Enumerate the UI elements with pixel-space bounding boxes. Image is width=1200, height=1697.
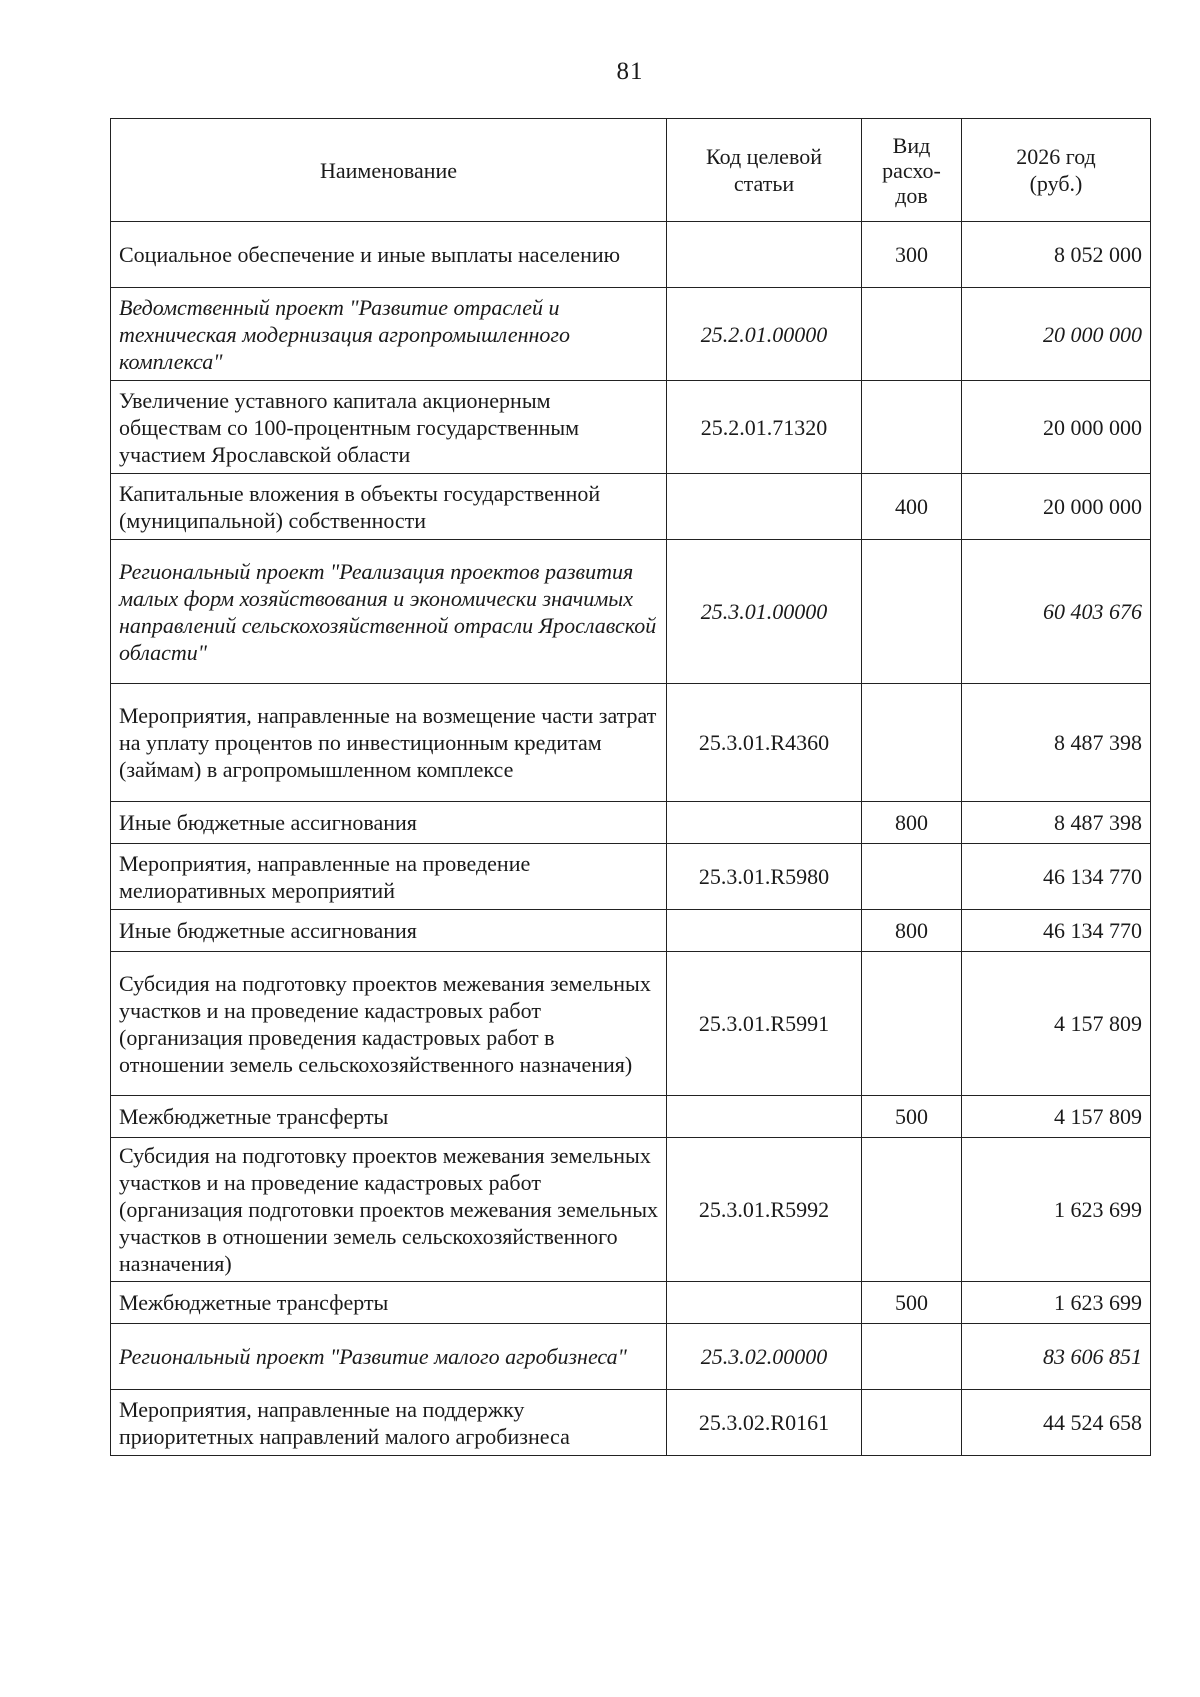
row-code-cell (667, 1282, 862, 1324)
row-vid-cell (862, 288, 962, 381)
row-name-cell: Региональный проект "Реализация проектов развития малых форм хозяйствования и экономически значимых направлений сельскохозяйственной отрасли Ярославской области" (111, 540, 667, 684)
row-code-cell: 25.2.01.00000 (667, 288, 862, 381)
row-code-cell (667, 802, 862, 844)
row-vid-cell (862, 844, 962, 910)
header-code-line1: Код целевой (706, 144, 822, 169)
row-sum-cell: 46 134 770 (962, 844, 1151, 910)
table-row (111, 802, 1151, 844)
row-name-cell: Мероприятия, направленные на возмещение части затрат на уплату процентов по инвестиционным кредитам (займам) в агропромышленном комплексе (111, 684, 667, 802)
row-sum-cell: 20 000 000 (962, 381, 1151, 474)
row-sum-cell: 4 157 809 (962, 952, 1151, 1096)
table-row (111, 474, 1151, 540)
row-code-cell (667, 1096, 862, 1138)
header-code-line2: статьи (733, 171, 795, 196)
row-sum-cell: 20 000 000 (962, 288, 1151, 381)
row-sum-cell: 8 487 398 (962, 684, 1151, 802)
header-code (667, 119, 862, 222)
table-row (111, 222, 1151, 288)
header-sum (962, 119, 1151, 222)
table-row (111, 1096, 1151, 1138)
row-name-cell: Иные бюджетные ассигнования (111, 910, 667, 952)
row-vid-cell: 800 (862, 802, 962, 844)
row-sum-cell: 1 623 699 (962, 1282, 1151, 1324)
row-name-cell: Ведомственный проект "Развитие отраслей и техническая модернизация агропромышленного комплекса" (111, 288, 667, 381)
row-name-cell: Капитальные вложения в объекты государственной (муниципальной) собственности (111, 474, 667, 540)
row-vid-cell: 500 (862, 1282, 962, 1324)
row-vid-cell (862, 684, 962, 802)
row-name-cell: Региональный проект "Развитие малого агробизнеса" (111, 1324, 667, 1390)
row-sum-cell: 4 157 809 (962, 1096, 1151, 1138)
row-code-cell: 25.3.02.R0161 (667, 1390, 862, 1456)
row-code-cell (667, 222, 862, 288)
table-row (111, 844, 1151, 910)
row-code-cell: 25.3.01.R4360 (667, 684, 862, 802)
row-code-cell: 25.2.01.71320 (667, 381, 862, 474)
row-sum-cell: 83 606 851 (962, 1324, 1151, 1390)
header-vid-line3: дов (895, 182, 928, 208)
row-code-cell: 25.3.01.R5980 (667, 844, 862, 910)
table-row (111, 1324, 1151, 1390)
header-vid (862, 119, 962, 222)
row-code-cell: 25.3.01.00000 (667, 540, 862, 684)
row-sum-cell: 46 134 770 (962, 910, 1151, 952)
row-name-cell: Субсидия на подготовку проектов межевания земельных участков и на проведение кадастровых работ (организация проведения кадастровых работ в отношении земель сельскохозяйственного назначения) (111, 952, 667, 1096)
table-row (111, 1390, 1151, 1456)
row-sum-cell: 44 524 658 (962, 1390, 1151, 1456)
header-vid-line2: расхо- (882, 157, 941, 183)
row-sum-cell: 8 052 000 (962, 222, 1151, 288)
table-row (111, 1138, 1151, 1282)
row-vid-cell (862, 1138, 962, 1282)
row-code-cell: 25.3.01.R5992 (667, 1138, 862, 1282)
row-sum-cell: 60 403 676 (962, 540, 1151, 684)
row-code-cell: 25.3.01.R5991 (667, 952, 862, 1096)
row-vid-cell: 500 (862, 1096, 962, 1138)
header-sum-line2: (руб.) (1029, 171, 1083, 196)
row-name-cell: Межбюджетные трансферты (111, 1096, 667, 1138)
row-vid-cell: 800 (862, 910, 962, 952)
row-vid-cell (862, 540, 962, 684)
table-row (111, 540, 1151, 684)
header-name (111, 119, 667, 222)
row-sum-cell: 8 487 398 (962, 802, 1151, 844)
header-vid-line1: Вид (892, 132, 931, 158)
table-row (111, 1282, 1151, 1324)
table-row (111, 684, 1151, 802)
row-name-cell: Иные бюджетные ассигнования (111, 802, 667, 844)
table-header-row (111, 119, 1151, 222)
table-row (111, 910, 1151, 952)
row-name-cell: Мероприятия, направленные на поддержку приоритетных направлений малого агробизнеса (111, 1390, 667, 1456)
row-name-cell: Мероприятия, направленные на проведение мелиоративных мероприятий (111, 844, 667, 910)
row-code-cell: 25.3.02.00000 (667, 1324, 862, 1390)
row-code-cell (667, 910, 862, 952)
row-code-cell (667, 474, 862, 540)
row-sum-cell: 20 000 000 (962, 474, 1151, 540)
table-body (111, 222, 1151, 1456)
row-name-cell: Социальное обеспечение и иные выплаты населению (111, 222, 667, 288)
page-number: 81 (616, 58, 644, 85)
row-vid-cell: 300 (862, 222, 962, 288)
row-sum-cell: 1 623 699 (962, 1138, 1151, 1282)
row-name-cell: Субсидия на подготовку проектов межевания земельных участков и на проведение кадастровых работ (организация подготовки проектов межевания земельных участков в отношении земель сельскохозяйственного назначения) (111, 1138, 667, 1282)
header-sum-line1: 2026 год (1016, 144, 1096, 169)
row-name-cell: Межбюджетные трансферты (111, 1282, 667, 1324)
row-vid-cell (862, 1324, 962, 1390)
table-row (111, 288, 1151, 381)
table-row (111, 381, 1151, 474)
row-vid-cell: 400 (862, 474, 962, 540)
row-vid-cell (862, 952, 962, 1096)
budget-table (110, 118, 1151, 1456)
row-vid-cell (862, 1390, 962, 1456)
table-row (111, 952, 1151, 1096)
header-name-label: Наименование (319, 157, 458, 183)
row-vid-cell (862, 381, 962, 474)
row-name-cell: Увеличение уставного капитала акционерным обществам со 100-процентным государственным участием Ярославской области (111, 381, 667, 474)
